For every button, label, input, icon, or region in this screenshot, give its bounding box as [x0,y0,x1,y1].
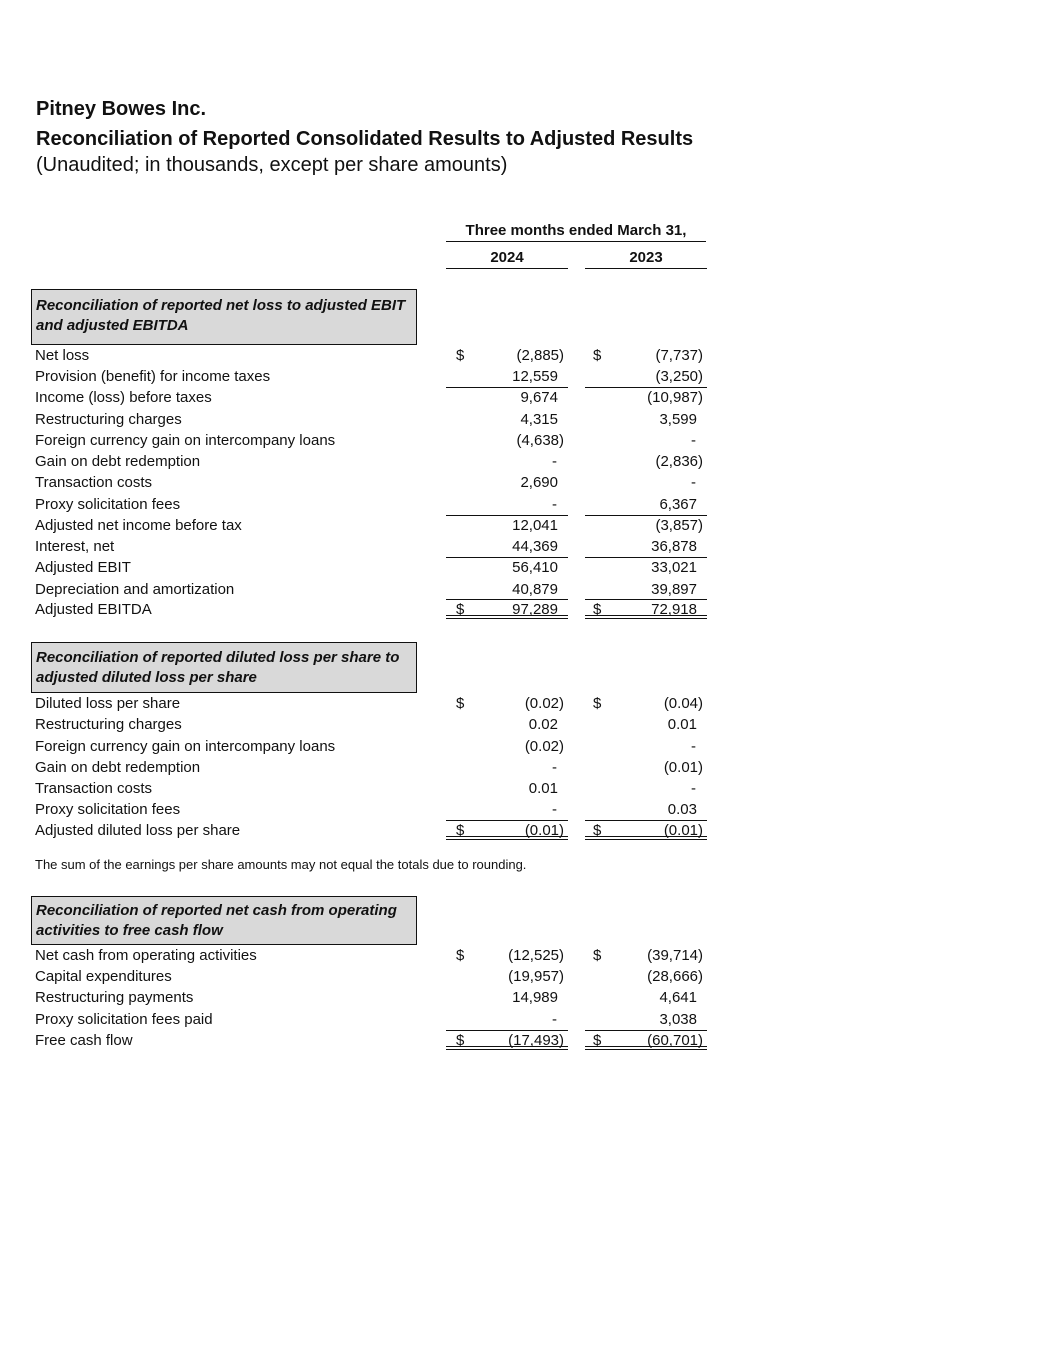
row-label: Adjusted diluted loss per share [35,822,241,839]
value-2023: (7,737) [655,347,703,364]
row-label: Restructuring charges [35,716,182,733]
cell-2023 [585,736,707,756]
section-3-header: Reconciliation of reported net cash from operating activities to free cash flow [31,896,417,945]
value-2023: (3,857) [655,517,703,534]
value-2023: - [691,738,696,755]
row-label: Net loss [35,347,90,364]
rounding-note: The sum of the earnings per share amounts may not equal the totals due to rounding. [35,857,527,872]
table-row [0,366,1055,387]
currency-symbol: $ [593,695,602,712]
value-2024: (17,493) [508,1032,564,1049]
section-1-header: Reconciliation of reported net loss to adjusted EBIT and adjusted EBITDA [31,289,417,345]
currency-symbol: $ [456,695,465,712]
table-row [0,472,1055,493]
value-2024: (0.02) [524,695,564,712]
currency-symbol: $ [456,1032,465,1049]
value-2024: 56,410 [512,559,558,576]
cell-2023 [585,472,707,492]
currency-symbol: $ [593,601,602,618]
value-2024: (0.02) [524,738,564,755]
currency-symbol: $ [456,601,465,618]
currency-symbol: $ [593,1032,602,1049]
value-2024: - [552,1011,557,1028]
row-label: Foreign currency gain on intercompany loans [35,432,336,449]
row-label: Transaction costs [35,474,152,491]
table-row [0,579,1055,600]
value-2023: - [691,432,696,449]
row-label: Proxy solicitation fees paid [35,1011,213,1028]
value-2024: 40,879 [512,581,558,598]
currency-symbol: $ [456,822,465,839]
currency-symbol: $ [593,947,602,964]
report-title: Reconciliation of Reported Consolidated Results to Adjusted Results [36,128,694,150]
cell-2024 [446,799,568,819]
value-2024: 12,559 [512,368,558,385]
row-label: Proxy solicitation fees [35,496,181,513]
row-label: Transaction costs [35,780,152,797]
value-2024: - [552,801,557,818]
row-label: Interest, net [35,538,115,555]
currency-symbol: $ [456,947,465,964]
value-2024: 2,690 [520,474,558,491]
value-2023: 0.03 [667,801,697,818]
value-2024: 14,989 [512,989,558,1006]
table-row [0,451,1055,472]
value-2023: (0.04) [663,695,703,712]
table-row [0,714,1055,735]
table-row [0,430,1055,451]
value-2023: (28,666) [647,968,703,985]
year-header-2024: 2024 [446,249,568,269]
row-label: Income (loss) before taxes [35,389,212,406]
value-2024: - [552,453,557,470]
value-2023: (0.01) [663,759,703,776]
row-label: Proxy solicitation fees [35,801,181,818]
value-2023: (60,701) [647,1032,703,1049]
value-2023: - [691,474,696,491]
row-label: Free cash flow [35,1032,133,1049]
value-2023: (39,714) [647,947,703,964]
table-row [0,778,1055,799]
table-row [0,966,1055,987]
value-2023: (0.01) [663,822,703,839]
value-2023: 6,367 [659,496,697,513]
value-2024: - [552,759,557,776]
table-row [0,494,1055,515]
table-row [0,1030,1055,1051]
value-2023: 3,038 [659,1011,697,1028]
table-row [0,987,1055,1008]
cell-2023 [585,778,707,798]
value-2024: (19,957) [508,968,564,985]
value-2023: - [691,780,696,797]
value-2024: 12,041 [512,517,558,534]
table-row [0,757,1055,778]
row-label: Adjusted net income before tax [35,517,242,534]
value-2023: 39,897 [651,581,697,598]
table-row [0,820,1055,841]
table-row [0,557,1055,578]
currency-symbol: $ [593,347,602,364]
row-label: Adjusted EBIT [35,559,131,576]
value-2023: (10,987) [647,389,703,406]
cell-2024 [446,757,568,777]
table-row [0,345,1055,366]
row-label: Depreciation and amortization [35,581,235,598]
table-row [0,945,1055,966]
value-2024: 4,315 [520,411,558,428]
currency-symbol: $ [593,822,602,839]
value-2023: 33,021 [651,559,697,576]
row-label: Restructuring payments [35,989,194,1006]
cell-2024 [446,1009,568,1029]
row-label: Net cash from operating activities [35,947,257,964]
value-2024: (12,525) [508,947,564,964]
value-2024: (2,885) [516,347,564,364]
row-label: Gain on debt redemption [35,759,201,776]
year-header-2023: 2023 [585,249,707,269]
row-label: Gain on debt redemption [35,453,201,470]
cell-2024 [446,451,568,471]
table-row [0,1009,1055,1030]
table-row [0,736,1055,757]
row-label: Adjusted EBITDA [35,601,152,618]
table-row [0,409,1055,430]
value-2023: 3,599 [659,411,697,428]
currency-symbol: $ [456,347,465,364]
value-2023: 36,878 [651,538,697,555]
value-2023: 0.01 [667,716,697,733]
value-2023: (2,836) [655,453,703,470]
value-2024: 0.02 [528,716,558,733]
value-2023: 4,641 [659,989,697,1006]
value-2024: 9,674 [520,389,558,406]
value-2024: - [552,496,557,513]
value-2023: (3,250) [655,368,703,385]
row-label: Foreign currency gain on intercompany loans [35,738,336,755]
value-2024: 44,369 [512,538,558,555]
cell-2023 [585,430,707,450]
table-row [0,599,1055,620]
row-label: Restructuring charges [35,411,182,428]
section-2-header: Reconciliation of reported diluted loss per share to adjusted diluted loss per share [31,642,417,693]
table-row [0,536,1055,557]
cell-2024 [446,494,568,514]
value-2024: (4,638) [516,432,564,449]
table-row [0,799,1055,820]
value-2024: 97,289 [512,601,558,618]
table-row [0,515,1055,536]
row-label: Diluted loss per share [35,695,181,712]
value-2023: 72,918 [651,601,697,618]
company-name: Pitney Bowes Inc. [36,98,207,120]
table-row [0,387,1055,408]
value-2024: (0.01) [524,822,564,839]
report-subtitle: (Unaudited; in thousands, except per share amounts) [36,154,508,176]
value-2024: 0.01 [528,780,558,797]
row-label: Provision (benefit) for income taxes [35,368,271,385]
table-row [0,693,1055,714]
row-label: Capital expenditures [35,968,172,985]
period-header: Three months ended March 31, [446,222,706,242]
